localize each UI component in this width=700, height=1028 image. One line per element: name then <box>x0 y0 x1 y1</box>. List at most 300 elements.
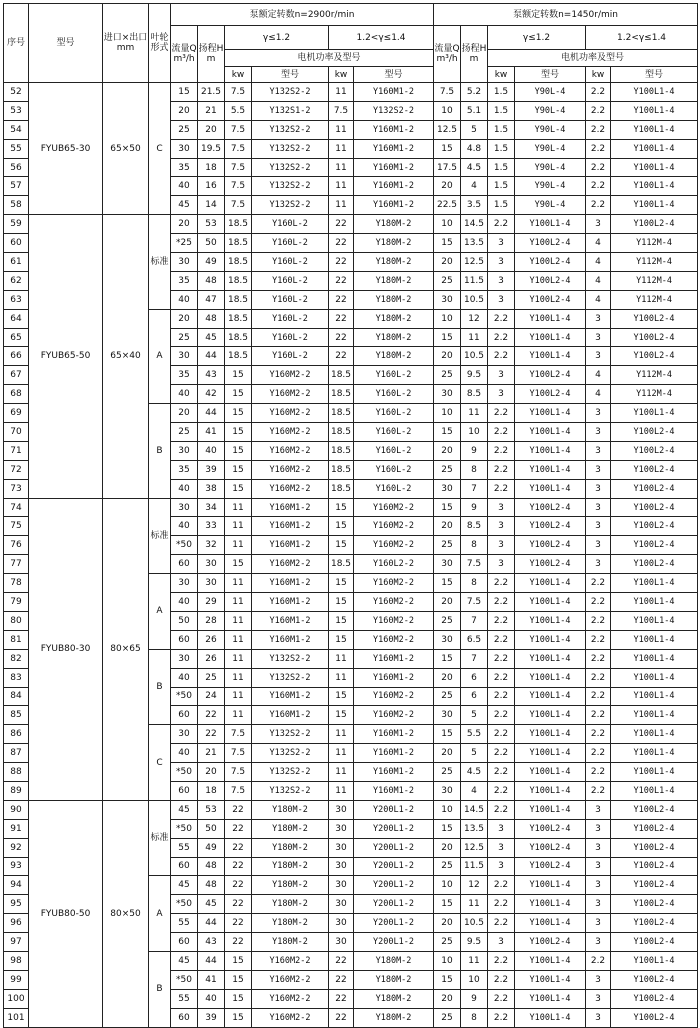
cell-head-1450: 12.5 <box>461 253 488 272</box>
cell-seq: 90 <box>4 800 29 819</box>
cell-kw-low-1450: 2.2 <box>488 460 515 479</box>
cell-kw-low-2900: 15 <box>225 385 252 404</box>
cell-motor-high-2900: Y160M1-2 <box>354 649 434 668</box>
cell-seq: 83 <box>4 668 29 687</box>
cell-flow-2900: 55 <box>171 914 198 933</box>
cell-head-1450: 11.5 <box>461 271 488 290</box>
cell-seq: 88 <box>4 763 29 782</box>
cell-kw-high-1450: 3 <box>586 328 611 347</box>
cell-motor-low-2900: Y160M1-2 <box>252 536 329 555</box>
cell-head-2900: 44 <box>198 404 225 423</box>
pump-spec-sheet <box>3 3 698 1028</box>
cell-flow-1450: 15 <box>434 328 461 347</box>
cell-head-2900: 40 <box>198 441 225 460</box>
cell-motor-low-1450: Y100L1-4 <box>515 763 586 782</box>
cell-kw-high-2900: 22 <box>329 1008 354 1027</box>
cell-head-1450: 8.5 <box>461 517 488 536</box>
cell-flow-1450: 30 <box>434 706 461 725</box>
cell-motor-low-2900: Y160M1-2 <box>252 517 329 536</box>
cell-flow-2900: 25 <box>171 120 198 139</box>
cell-kw-low-2900: 7.5 <box>225 177 252 196</box>
cell-kw-low-1450: 1.5 <box>488 120 515 139</box>
cell-motor-high-1450: Y100L2-4 <box>611 460 698 479</box>
cell-kw-low-2900: 11 <box>225 649 252 668</box>
cell-kw-low-1450: 2.2 <box>488 951 515 970</box>
cell-motor-high-2900: Y160M2-2 <box>354 517 434 536</box>
cell-kw-low-2900: 11 <box>225 536 252 555</box>
cell-flow-2900: 30 <box>171 498 198 517</box>
cell-head-1450: 11.5 <box>461 857 488 876</box>
header-gamma-high-1450: 1.2<γ≤1.4 <box>586 26 698 50</box>
cell-motor-low-2900: Y132S2-2 <box>252 725 329 744</box>
cell-seq: 87 <box>4 744 29 763</box>
cell-flow-2900: 40 <box>171 593 198 612</box>
cell-head-1450: 5 <box>461 744 488 763</box>
cell-motor-high-1450: Y100L1-4 <box>611 404 698 423</box>
cell-kw-high-1450: 2.2 <box>586 725 611 744</box>
cell-head-1450: 9 <box>461 441 488 460</box>
cell-kw-high-2900: 11 <box>329 649 354 668</box>
cell-kw-low-1450: 2.2 <box>488 895 515 914</box>
cell-kw-high-2900: 22 <box>329 290 354 309</box>
cell-kw-low-2900: 15 <box>225 441 252 460</box>
cell-kw-high-2900: 22 <box>329 328 354 347</box>
cell-motor-high-2900: Y160M1-2 <box>354 725 434 744</box>
cell-kw-high-2900: 30 <box>329 895 354 914</box>
cell-kw-high-1450: 4 <box>586 271 611 290</box>
cell-kw-high-2900: 18.5 <box>329 479 354 498</box>
cell-motor-low-2900: Y160L-2 <box>252 271 329 290</box>
cell-flow-2900: 35 <box>171 158 198 177</box>
cell-kw-low-1450: 3 <box>488 536 515 555</box>
cell-kw-low-2900: 11 <box>225 630 252 649</box>
cell-kw-high-2900: 15 <box>329 687 354 706</box>
cell-head-1450: 5.2 <box>461 83 488 102</box>
cell-kw-high-2900: 15 <box>329 574 354 593</box>
cell-kw-low-1450: 3 <box>488 253 515 272</box>
cell-kw-high-1450: 3 <box>586 876 611 895</box>
cell-motor-high-1450: Y112M-4 <box>611 234 698 253</box>
cell-motor-low-2900: Y180M-2 <box>252 838 329 857</box>
cell-motor-high-2900: Y200L1-2 <box>354 857 434 876</box>
cell-motor-low-1450: Y100L1-4 <box>515 649 586 668</box>
cell-kw-low-2900: 22 <box>225 819 252 838</box>
cell-kw-low-2900: 18.5 <box>225 271 252 290</box>
cell-flow-2900: 60 <box>171 630 198 649</box>
cell-impeller: 标准 <box>149 800 171 876</box>
cell-seq: 84 <box>4 687 29 706</box>
cell-head-2900: 19.5 <box>198 139 225 158</box>
cell-motor-low-2900: Y160M2-2 <box>252 1008 329 1027</box>
cell-motor-high-1450: Y100L2-4 <box>611 914 698 933</box>
cell-motor-high-2900: Y180M-2 <box>354 989 434 1008</box>
cell-kw-high-1450: 2.2 <box>586 706 611 725</box>
cell-motor-high-1450: Y100L1-4 <box>611 668 698 687</box>
cell-kw-high-1450: 2.2 <box>586 781 611 800</box>
cell-flow-1450: 15 <box>434 139 461 158</box>
cell-kw-high-1450: 2.2 <box>586 763 611 782</box>
cell-motor-low-2900: Y160M2-2 <box>252 479 329 498</box>
cell-motor-high-1450: Y100L2-4 <box>611 441 698 460</box>
cell-head-1450: 8 <box>461 536 488 555</box>
cell-impeller: C <box>149 725 171 801</box>
cell-motor-low-1450: Y100L1-4 <box>515 574 586 593</box>
cell-head-2900: 44 <box>198 914 225 933</box>
cell-kw-high-2900: 15 <box>329 517 354 536</box>
cell-kw-low-1450: 2.2 <box>488 328 515 347</box>
cell-kw-high-1450: 2.2 <box>586 139 611 158</box>
cell-motor-low-1450: Y100L1-4 <box>515 404 586 423</box>
cell-flow-1450: 20 <box>434 838 461 857</box>
cell-impeller: 标准 <box>149 498 171 574</box>
cell-flow-1450: 22.5 <box>434 196 461 215</box>
cell-motor-high-1450: Y100L2-4 <box>611 895 698 914</box>
cell-kw-high-2900: 22 <box>329 234 354 253</box>
cell-kw-low-2900: 7.5 <box>225 781 252 800</box>
cell-flow-1450: 10 <box>434 101 461 120</box>
cell-kw-high-2900: 30 <box>329 857 354 876</box>
cell-motor-high-2900: Y180M-2 <box>354 234 434 253</box>
cell-motor-high-2900: Y180M-2 <box>354 253 434 272</box>
cell-kw-low-2900: 22 <box>225 876 252 895</box>
cell-kw-low-1450: 2.2 <box>488 989 515 1008</box>
cell-impeller: B <box>149 649 171 725</box>
cell-kw-high-1450: 2.2 <box>586 101 611 120</box>
cell-kw-high-1450: 2.2 <box>586 196 611 215</box>
cell-seq: 53 <box>4 101 29 120</box>
cell-kw-high-1450: 2.2 <box>586 668 611 687</box>
cell-motor-low-2900: Y160M2-2 <box>252 460 329 479</box>
cell-motor-low-2900: Y132S2-2 <box>252 744 329 763</box>
cell-head-2900: 26 <box>198 630 225 649</box>
cell-kw-low-1450: 2.2 <box>488 404 515 423</box>
cell-motor-high-1450: Y100L2-4 <box>611 933 698 952</box>
cell-seq: 77 <box>4 555 29 574</box>
cell-kw-low-2900: 15 <box>225 479 252 498</box>
cell-seq: 96 <box>4 914 29 933</box>
header-motor-model: 型号 <box>515 67 586 83</box>
cell-seq: 58 <box>4 196 29 215</box>
cell-motor-high-2900: Y160M2-2 <box>354 630 434 649</box>
cell-head-2900: 18 <box>198 781 225 800</box>
cell-kw-low-1450: 2.2 <box>488 479 515 498</box>
cell-kw-low-1450: 2.2 <box>488 649 515 668</box>
cell-seq: 94 <box>4 876 29 895</box>
cell-motor-low-2900: Y160M2-2 <box>252 555 329 574</box>
cell-flow-1450: 20 <box>434 347 461 366</box>
cell-kw-low-2900: 11 <box>225 706 252 725</box>
cell-impeller: A <box>149 574 171 650</box>
cell-head-1450: 12 <box>461 876 488 895</box>
cell-motor-high-2900: Y160L-2 <box>354 404 434 423</box>
cell-head-2900: 39 <box>198 1008 225 1027</box>
cell-head-1450: 8 <box>461 574 488 593</box>
cell-motor-high-1450: Y100L1-4 <box>611 158 698 177</box>
cell-motor-low-2900: Y160M2-2 <box>252 970 329 989</box>
cell-head-1450: 8 <box>461 1008 488 1027</box>
cell-kw-high-2900: 18.5 <box>329 404 354 423</box>
cell-motor-low-1450: Y100L1-4 <box>515 441 586 460</box>
cell-flow-2900: *50 <box>171 895 198 914</box>
cell-motor-low-1450: Y100L1-4 <box>515 423 586 442</box>
cell-motor-low-2900: Y180M-2 <box>252 819 329 838</box>
cell-motor-low-1450: Y100L1-4 <box>515 706 586 725</box>
cell-motor-low-1450: Y90L-4 <box>515 139 586 158</box>
cell-kw-low-1450: 1.5 <box>488 83 515 102</box>
cell-head-2900: 48 <box>198 271 225 290</box>
cell-inlet-outlet: 80×50 <box>103 800 149 1027</box>
cell-head-2900: 34 <box>198 498 225 517</box>
cell-kw-high-2900: 22 <box>329 215 354 234</box>
cell-head-2900: 14 <box>198 196 225 215</box>
cell-kw-high-2900: 22 <box>329 951 354 970</box>
cell-flow-2900: 45 <box>171 951 198 970</box>
cell-head-2900: 39 <box>198 460 225 479</box>
cell-kw-low-2900: 22 <box>225 857 252 876</box>
cell-flow-2900: 15 <box>171 83 198 102</box>
cell-kw-high-1450: 3 <box>586 479 611 498</box>
cell-flow-2900: 55 <box>171 838 198 857</box>
cell-kw-low-1450: 2.2 <box>488 706 515 725</box>
cell-head-2900: 49 <box>198 253 225 272</box>
cell-kw-low-1450: 2.2 <box>488 744 515 763</box>
cell-kw-high-2900: 18.5 <box>329 366 354 385</box>
cell-motor-high-1450: Y100L2-4 <box>611 517 698 536</box>
cell-kw-high-2900: 15 <box>329 536 354 555</box>
cell-kw-high-2900: 18.5 <box>329 441 354 460</box>
cell-kw-low-1450: 3 <box>488 933 515 952</box>
cell-seq: 71 <box>4 441 29 460</box>
cell-kw-low-1450: 1.5 <box>488 139 515 158</box>
cell-motor-low-2900: Y160L-2 <box>252 347 329 366</box>
cell-kw-high-1450: 2.2 <box>586 593 611 612</box>
cell-kw-high-2900: 11 <box>329 725 354 744</box>
cell-head-2900: 48 <box>198 309 225 328</box>
cell-kw-low-2900: 11 <box>225 517 252 536</box>
cell-motor-high-1450: Y112M-4 <box>611 290 698 309</box>
cell-head-1450: 9.5 <box>461 366 488 385</box>
cell-flow-2900: 40 <box>171 177 198 196</box>
cell-impeller: B <box>149 404 171 498</box>
cell-head-2900: 21 <box>198 744 225 763</box>
header-flow-1450: 流量Q m³/h <box>434 26 461 83</box>
cell-kw-low-2900: 7.5 <box>225 139 252 158</box>
cell-flow-2900: 60 <box>171 555 198 574</box>
cell-motor-low-1450: Y100L1-4 <box>515 309 586 328</box>
header-seq: 序号 <box>4 4 29 83</box>
cell-kw-high-1450: 3 <box>586 970 611 989</box>
cell-seq: 95 <box>4 895 29 914</box>
cell-motor-low-1450: Y100L1-4 <box>515 800 586 819</box>
cell-kw-low-1450: 2.2 <box>488 630 515 649</box>
cell-kw-low-1450: 3 <box>488 271 515 290</box>
header-head-1450: 扬程H m <box>461 26 488 83</box>
cell-flow-1450: 25 <box>434 687 461 706</box>
cell-kw-high-1450: 3 <box>586 441 611 460</box>
cell-kw-high-1450: 4 <box>586 366 611 385</box>
cell-kw-high-2900: 11 <box>329 781 354 800</box>
cell-kw-high-2900: 22 <box>329 970 354 989</box>
cell-kw-low-1450: 2.2 <box>488 441 515 460</box>
cell-flow-1450: 25 <box>434 271 461 290</box>
cell-model: FYUB65-30 <box>29 83 103 215</box>
cell-kw-high-1450: 4 <box>586 385 611 404</box>
cell-motor-low-2900: Y180M-2 <box>252 933 329 952</box>
cell-motor-low-1450: Y100L2-4 <box>515 819 586 838</box>
cell-motor-high-1450: Y100L1-4 <box>611 120 698 139</box>
cell-kw-high-1450: 3 <box>586 536 611 555</box>
cell-flow-2900: 35 <box>171 460 198 479</box>
cell-kw-high-1450: 3 <box>586 555 611 574</box>
cell-flow-1450: 25 <box>434 460 461 479</box>
cell-flow-1450: 20 <box>434 177 461 196</box>
cell-kw-high-1450: 2.2 <box>586 649 611 668</box>
cell-flow-2900: 30 <box>171 441 198 460</box>
cell-flow-1450: 25 <box>434 1008 461 1027</box>
cell-motor-high-1450: Y100L2-4 <box>611 423 698 442</box>
cell-flow-2900: 20 <box>171 309 198 328</box>
cell-motor-low-1450: Y100L1-4 <box>515 895 586 914</box>
cell-motor-high-1450: Y100L1-4 <box>611 725 698 744</box>
cell-motor-high-2900: Y200L1-2 <box>354 895 434 914</box>
cell-motor-low-1450: Y100L2-4 <box>515 498 586 517</box>
cell-motor-high-2900: Y160M1-2 <box>354 120 434 139</box>
cell-motor-high-2900: Y160M1-2 <box>354 196 434 215</box>
cell-kw-low-1450: 2.2 <box>488 574 515 593</box>
cell-kw-high-1450: 3 <box>586 989 611 1008</box>
cell-kw-high-1450: 3 <box>586 423 611 442</box>
cell-flow-1450: 30 <box>434 290 461 309</box>
cell-head-2900: 22 <box>198 725 225 744</box>
cell-kw-low-2900: 18.5 <box>225 234 252 253</box>
cell-motor-high-1450: Y100L1-4 <box>611 763 698 782</box>
cell-kw-high-1450: 3 <box>586 895 611 914</box>
cell-impeller: B <box>149 951 171 1027</box>
cell-motor-low-2900: Y132S2-2 <box>252 83 329 102</box>
cell-head-1450: 10.5 <box>461 347 488 366</box>
cell-kw-low-1450: 3 <box>488 234 515 253</box>
cell-motor-low-2900: Y160M2-2 <box>252 441 329 460</box>
cell-seq: 80 <box>4 611 29 630</box>
cell-motor-high-1450: Y112M-4 <box>611 385 698 404</box>
cell-kw-high-1450: 3 <box>586 498 611 517</box>
cell-seq: 60 <box>4 234 29 253</box>
cell-seq: 55 <box>4 139 29 158</box>
cell-kw-high-1450: 3 <box>586 309 611 328</box>
cell-motor-high-1450: Y100L2-4 <box>611 309 698 328</box>
cell-kw-high-1450: 3 <box>586 933 611 952</box>
cell-kw-low-2900: 15 <box>225 366 252 385</box>
cell-head-1450: 7 <box>461 611 488 630</box>
cell-motor-high-1450: Y100L2-4 <box>611 838 698 857</box>
cell-kw-low-2900: 22 <box>225 895 252 914</box>
cell-motor-high-1450: Y100L1-4 <box>611 101 698 120</box>
cell-motor-low-2900: Y132S2-2 <box>252 763 329 782</box>
cell-kw-high-2900: 30 <box>329 933 354 952</box>
cell-motor-high-2900: Y160L2-2 <box>354 555 434 574</box>
cell-kw-high-1450: 3 <box>586 215 611 234</box>
cell-head-1450: 4.5 <box>461 158 488 177</box>
cell-seq: 76 <box>4 536 29 555</box>
cell-head-1450: 5 <box>461 706 488 725</box>
cell-motor-high-2900: Y160L-2 <box>354 385 434 404</box>
cell-motor-high-1450: Y100L1-4 <box>611 593 698 612</box>
cell-head-1450: 4.5 <box>461 763 488 782</box>
cell-head-2900: 49 <box>198 838 225 857</box>
cell-motor-high-2900: Y160M1-2 <box>354 83 434 102</box>
cell-flow-1450: 15 <box>434 423 461 442</box>
cell-kw-high-1450: 3 <box>586 517 611 536</box>
cell-flow-1450: 20 <box>434 668 461 687</box>
cell-motor-low-1450: Y100L1-4 <box>515 611 586 630</box>
cell-kw-low-1450: 2.2 <box>488 876 515 895</box>
cell-motor-low-1450: Y100L2-4 <box>515 366 586 385</box>
cell-kw-high-2900: 11 <box>329 120 354 139</box>
cell-flow-1450: 25 <box>434 366 461 385</box>
cell-kw-high-2900: 30 <box>329 914 354 933</box>
cell-model: FYUB65-50 <box>29 215 103 498</box>
cell-flow-1450: 20 <box>434 593 461 612</box>
cell-head-1450: 5.5 <box>461 725 488 744</box>
cell-motor-high-1450: Y100L2-4 <box>611 479 698 498</box>
cell-motor-high-2900: Y160M1-2 <box>354 781 434 800</box>
cell-kw-low-1450: 3 <box>488 819 515 838</box>
cell-kw-high-2900: 11 <box>329 763 354 782</box>
cell-kw-low-2900: 7.5 <box>225 196 252 215</box>
cell-motor-low-2900: Y160M1-2 <box>252 611 329 630</box>
cell-kw-low-2900: 11 <box>225 574 252 593</box>
cell-kw-high-2900: 15 <box>329 706 354 725</box>
cell-head-2900: 48 <box>198 876 225 895</box>
cell-flow-1450: 30 <box>434 555 461 574</box>
cell-motor-low-2900: Y132S2-2 <box>252 139 329 158</box>
cell-flow-1450: 15 <box>434 970 461 989</box>
cell-seq: 101 <box>4 1008 29 1027</box>
cell-motor-low-1450: Y100L1-4 <box>515 1008 586 1027</box>
header-gamma-low-2900: γ≤1.2 <box>225 26 329 50</box>
cell-head-1450: 10.5 <box>461 914 488 933</box>
cell-flow-1450: 25 <box>434 763 461 782</box>
cell-head-1450: 10 <box>461 970 488 989</box>
cell-head-2900: 22 <box>198 706 225 725</box>
cell-kw-low-1450: 1.5 <box>488 177 515 196</box>
cell-kw-low-2900: 7.5 <box>225 725 252 744</box>
cell-head-1450: 12 <box>461 309 488 328</box>
cell-seq: 81 <box>4 630 29 649</box>
cell-motor-low-1450: Y100L2-4 <box>515 234 586 253</box>
cell-motor-low-1450: Y100L1-4 <box>515 781 586 800</box>
cell-motor-low-2900: Y160M1-2 <box>252 630 329 649</box>
cell-motor-high-2900: Y160M1-2 <box>354 744 434 763</box>
cell-motor-low-1450: Y100L2-4 <box>515 933 586 952</box>
cell-flow-2900: 60 <box>171 781 198 800</box>
cell-kw-low-2900: 18.5 <box>225 347 252 366</box>
cell-kw-low-2900: 7.5 <box>225 158 252 177</box>
cell-kw-low-1450: 3 <box>488 498 515 517</box>
cell-kw-high-1450: 3 <box>586 857 611 876</box>
cell-seq: 91 <box>4 819 29 838</box>
cell-kw-low-2900: 18.5 <box>225 253 252 272</box>
cell-seq: 70 <box>4 423 29 442</box>
cell-flow-2900: *50 <box>171 687 198 706</box>
cell-motor-low-1450: Y100L1-4 <box>515 460 586 479</box>
cell-kw-low-1450: 2.2 <box>488 970 515 989</box>
header-motor-model: 型号 <box>252 67 329 83</box>
cell-kw-low-1450: 2.2 <box>488 763 515 782</box>
cell-head-2900: 20 <box>198 763 225 782</box>
cell-seq: 63 <box>4 290 29 309</box>
cell-motor-low-1450: Y100L1-4 <box>515 876 586 895</box>
